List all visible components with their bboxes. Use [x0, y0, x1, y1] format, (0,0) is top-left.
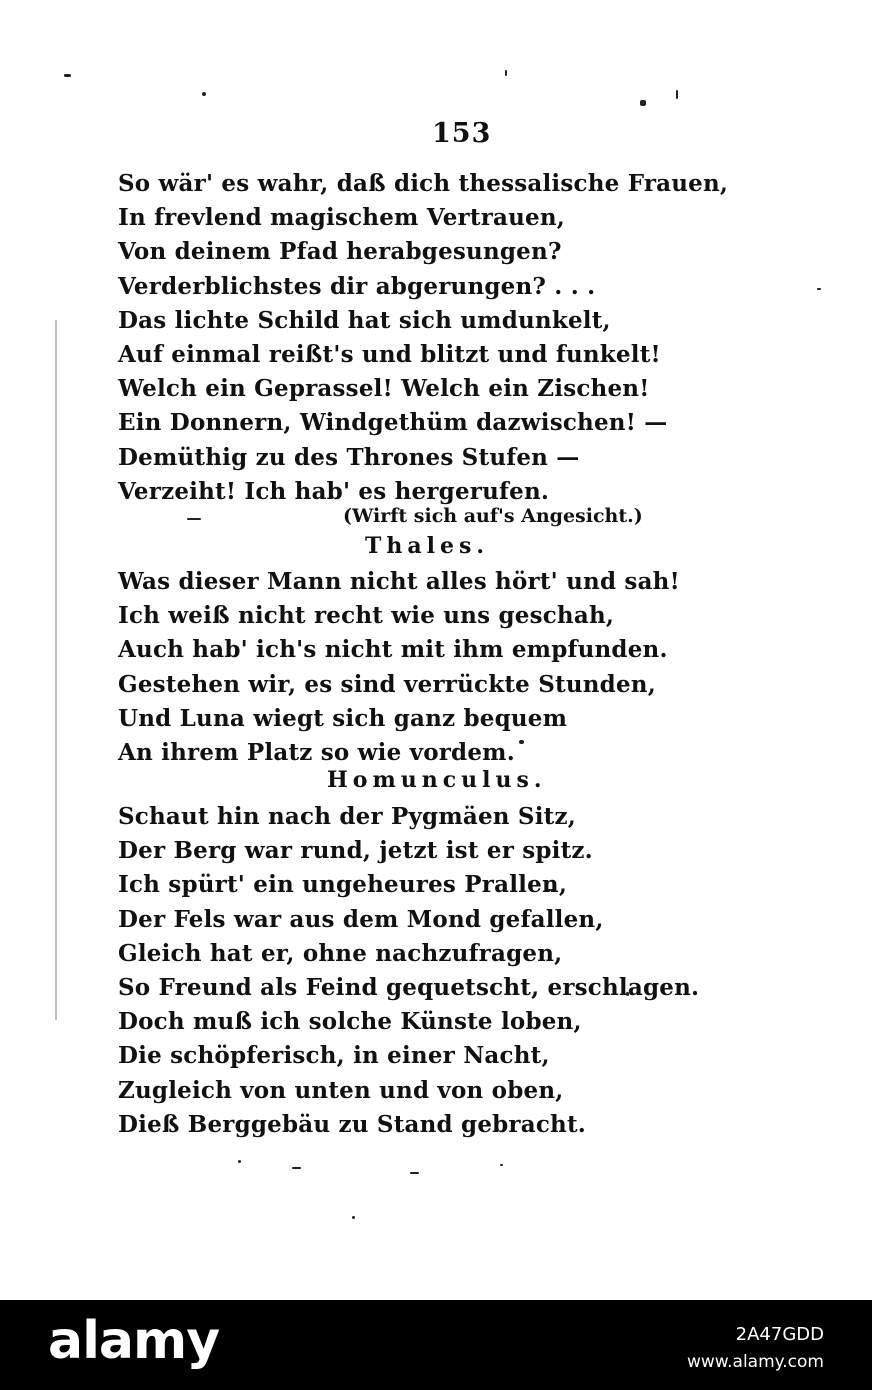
verse-line: Demüthig zu des Thrones Stufen — [118, 443, 580, 471]
verse-block-3 [118, 800, 699, 1142]
verse-line: Verderblichstes dir abgerungen? . . . [118, 272, 596, 300]
scan-speck [202, 92, 206, 96]
verse-line: Gleich hat er, ohne nachzufragen, [118, 939, 563, 967]
verse-line: Der Berg war rund, jetzt ist er spitz. [118, 837, 593, 865]
scan-speck [410, 1172, 419, 1174]
scan-speck [640, 100, 646, 106]
verse-line: Die schöpferisch, in einer Nacht, [118, 1042, 550, 1070]
scan-speck [64, 74, 71, 77]
verse-line: So Freund als Feind gequetscht, erschlagen. [118, 973, 700, 1001]
scan-speck [238, 1160, 241, 1163]
scan-speck [292, 1167, 301, 1169]
verse-line: Ein Donnern, Windgethüm dazwischen! — [118, 409, 668, 437]
scan-speck [187, 518, 201, 520]
verse-line: Dieß Berggebäu zu Stand gebracht. [118, 1110, 587, 1138]
verse-line: Das lichte Schild hat sich umdunkelt, [118, 306, 611, 334]
verse-line: An ihrem Platz so wie vordem. [118, 738, 515, 766]
speaker-name-thales: Thales. [365, 533, 490, 559]
verse-line: Schaut hin nach der Pygmäen Sitz, [118, 803, 576, 830]
verse-line: Welch ein Geprassel! Welch ein Zischen! [118, 375, 650, 403]
scan-speck [676, 90, 678, 99]
scan-speck [505, 70, 507, 76]
verse-line: Was dieser Mann nicht alles hört' und sah! [118, 568, 680, 595]
site-url-label: www.alamy.com [686, 1352, 824, 1372]
verse-line: Verzeiht! Ich hab' es hergerufen. [118, 477, 550, 505]
stock-watermark-bar [0, 1300, 872, 1390]
verse-line: Der Fels war aus dem Mond gefallen, [118, 905, 604, 933]
alamy-logo: alamy [48, 1311, 220, 1371]
verse-line: Zugleich von unten und von oben, [118, 1076, 564, 1104]
verse-line: So wär' es wahr, daß dich thessalische Frauen, [118, 170, 729, 197]
verse-block-2 [118, 565, 680, 770]
verse-line: Und Luna wiegt sich ganz bequem [118, 704, 568, 732]
page-number: 153 [432, 118, 492, 149]
verse-line: Von deinem Pfad herabgesungen? [118, 238, 562, 266]
speaker-name-homunculus: Homunculus. [327, 767, 547, 793]
verse-line: Auch hab' ich's nicht mit ihm empfunden. [118, 636, 668, 664]
verse-line: Ich spürt' ein ungeheures Prallen, [118, 871, 568, 899]
verse-line: In frevlend magischem Vertrauen, [118, 204, 566, 232]
scan-speck [352, 1216, 355, 1219]
image-id-label: 2A47GDD [735, 1324, 824, 1345]
scan-speck [500, 1164, 503, 1166]
verse-line: Ich weiß nicht recht wie uns geschah, [118, 602, 615, 630]
verse-line: Auf einmal reißt's und blitzt und funkelt! [118, 340, 661, 368]
scan-speck [817, 288, 821, 290]
verse-block-1 [118, 167, 728, 509]
stage-direction: (Wirft sich auf's Angesicht.) [343, 505, 643, 527]
verse-line: Gestehen wir, es sind verrückte Stunden, [118, 670, 656, 698]
verse-line: Doch muß ich solche Künste loben, [118, 1008, 582, 1036]
page-fold-shadow [55, 320, 57, 1020]
